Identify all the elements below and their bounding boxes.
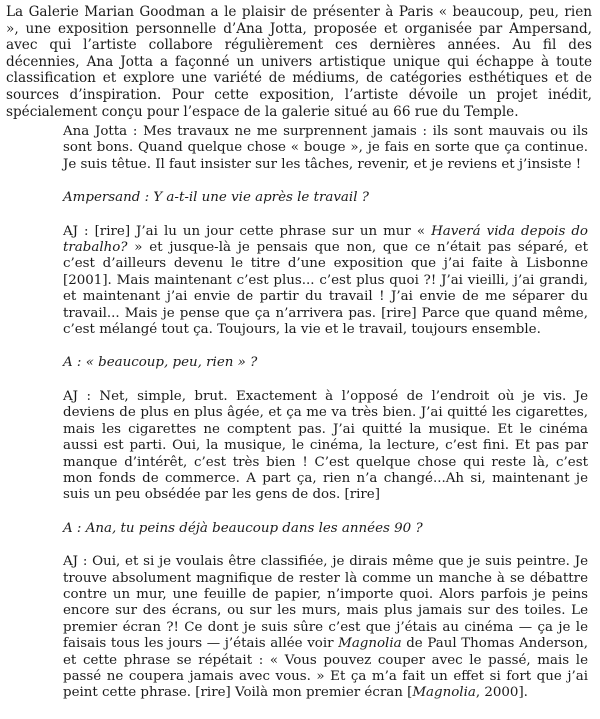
answer-4-start: AJ : Oui, et si je voulais être classifiée, je dirais même que je suis peintre. Je trouve absolument magnifique de rester là comme un manche à se débattre contre un mur, une feuille de papier, n’importe quoi. Alors parfois je peins encore sur des écrans, ou sur les murs, mais plus jamais sur des toiles. Le premier écran ?! Ce dont je suis sûre c’est que j’étais au cinéma — ça je le faisais tous les jours — j’étais allée voir [63, 554, 588, 652]
year-2000: 2000 [484, 685, 519, 701]
answer-2-mid: » et jusque-là je pensais que non, que ce n’était pas séparé, et c’est d’ailleurs devenu le titre d’une exposition que j’ai faite à Lisbonne [ [63, 240, 588, 288]
question-3 [63, 521, 588, 537]
question-3-end: ? [411, 520, 423, 536]
answer-4 [63, 554, 588, 702]
quoted-phrase: Haverá vida depois do trabalho? [63, 223, 588, 256]
work-title: Magnolia [412, 685, 476, 701]
question-1: Ampersand : Y a-t-il une vie après le travail ? [63, 190, 369, 206]
interview-section [63, 124, 588, 719]
year-2001: 2001 [68, 272, 103, 288]
question-2: A : « beaucoup, peu, rien » ? [63, 355, 258, 371]
answer-4-end: ]. [518, 685, 528, 701]
answer-2-end: ]. Mais maintenant c’est plus... c’est plus quoi ?! J’ai vieilli, j’ai grandi, et maintenant j’ai envie de partir du travail ! J’ai envie de me séparer du travail... Mais je pense que ça n’arrivera pas. [rire] Parce que quand même, c’est mélangé tout ça. Toujours, la vie et le travail, toujours ensemble. [63, 272, 588, 338]
film-title: Magnolia [338, 636, 402, 652]
answer-4-mid: de Paul Thomas Anderson, et cette phrase se répétait : « Vous pouvez couper avec le passé, mais le passé ne coupera jamais avec vous. » Et ça m’a fait un effet si fort que j’ai peint cette phrase. [rire] Voilà mon premier écran [ [63, 636, 588, 701]
question-3-start: A : Ana, tu peins déjà beaucoup dans les années [63, 520, 395, 536]
answer-1: Ana Jotta : Mes travaux ne me surprennent jamais : ils sont mauvais ou ils sont bons. Quand quelque chose « bouge », je fais en sorte que ça continue. Je suis têtue. Il faut insister sur les tâches, revenir, et je reviens et j’insiste ! [63, 124, 588, 172]
intro-paragraph: La Galerie Marian Goodman a le plaisir de présenter à Paris « beaucoup, peu, rien », une exposition personnelle d’Ana Jotta, proposée et organisée par Ampersand, avec qui l’artiste collabore régulièrement ces dernières années. Au fil des décennies, Ana Jotta a façonné un univers artistique unique qui échappe à toute classification et explore une variété de médiums, de catégories esthétiques et de sources d’inspiration. Pour cette exposition, l’artiste dévoile un projet inédit, spécialement conçu pour l’espace de la galerie situé au 66 rue du Temple. [6, 4, 592, 120]
answer-2 [63, 224, 588, 339]
answer-3: AJ : Net, simple, brut. Exactement à l’opposé de l’endroit où je vis. Je deviens de plus en plus âgée, et ça me va très bien. J’ai quitté les cigarettes, mais les cigarettes ne comptent pas. J’ai quitté la musique. Et le cinéma aussi est parti. Oui, la musique, le cinéma, la lecture, c’est fini. Et pas par manque d’intérêt, c’est très bien ! C’est quelque chose qui reste là, c’est mon fonds de commerce. A part ça, rien n’a changé...Ah si, maintenant je suis un peu obsédée par les gens de dos. [rire] [63, 388, 588, 503]
answer-2-start: AJ : [rire] J’ai lu un jour cette phrase sur un mur « [63, 223, 432, 239]
decade-90: 90 [394, 520, 412, 536]
answer-4-sep: , [475, 685, 485, 701]
